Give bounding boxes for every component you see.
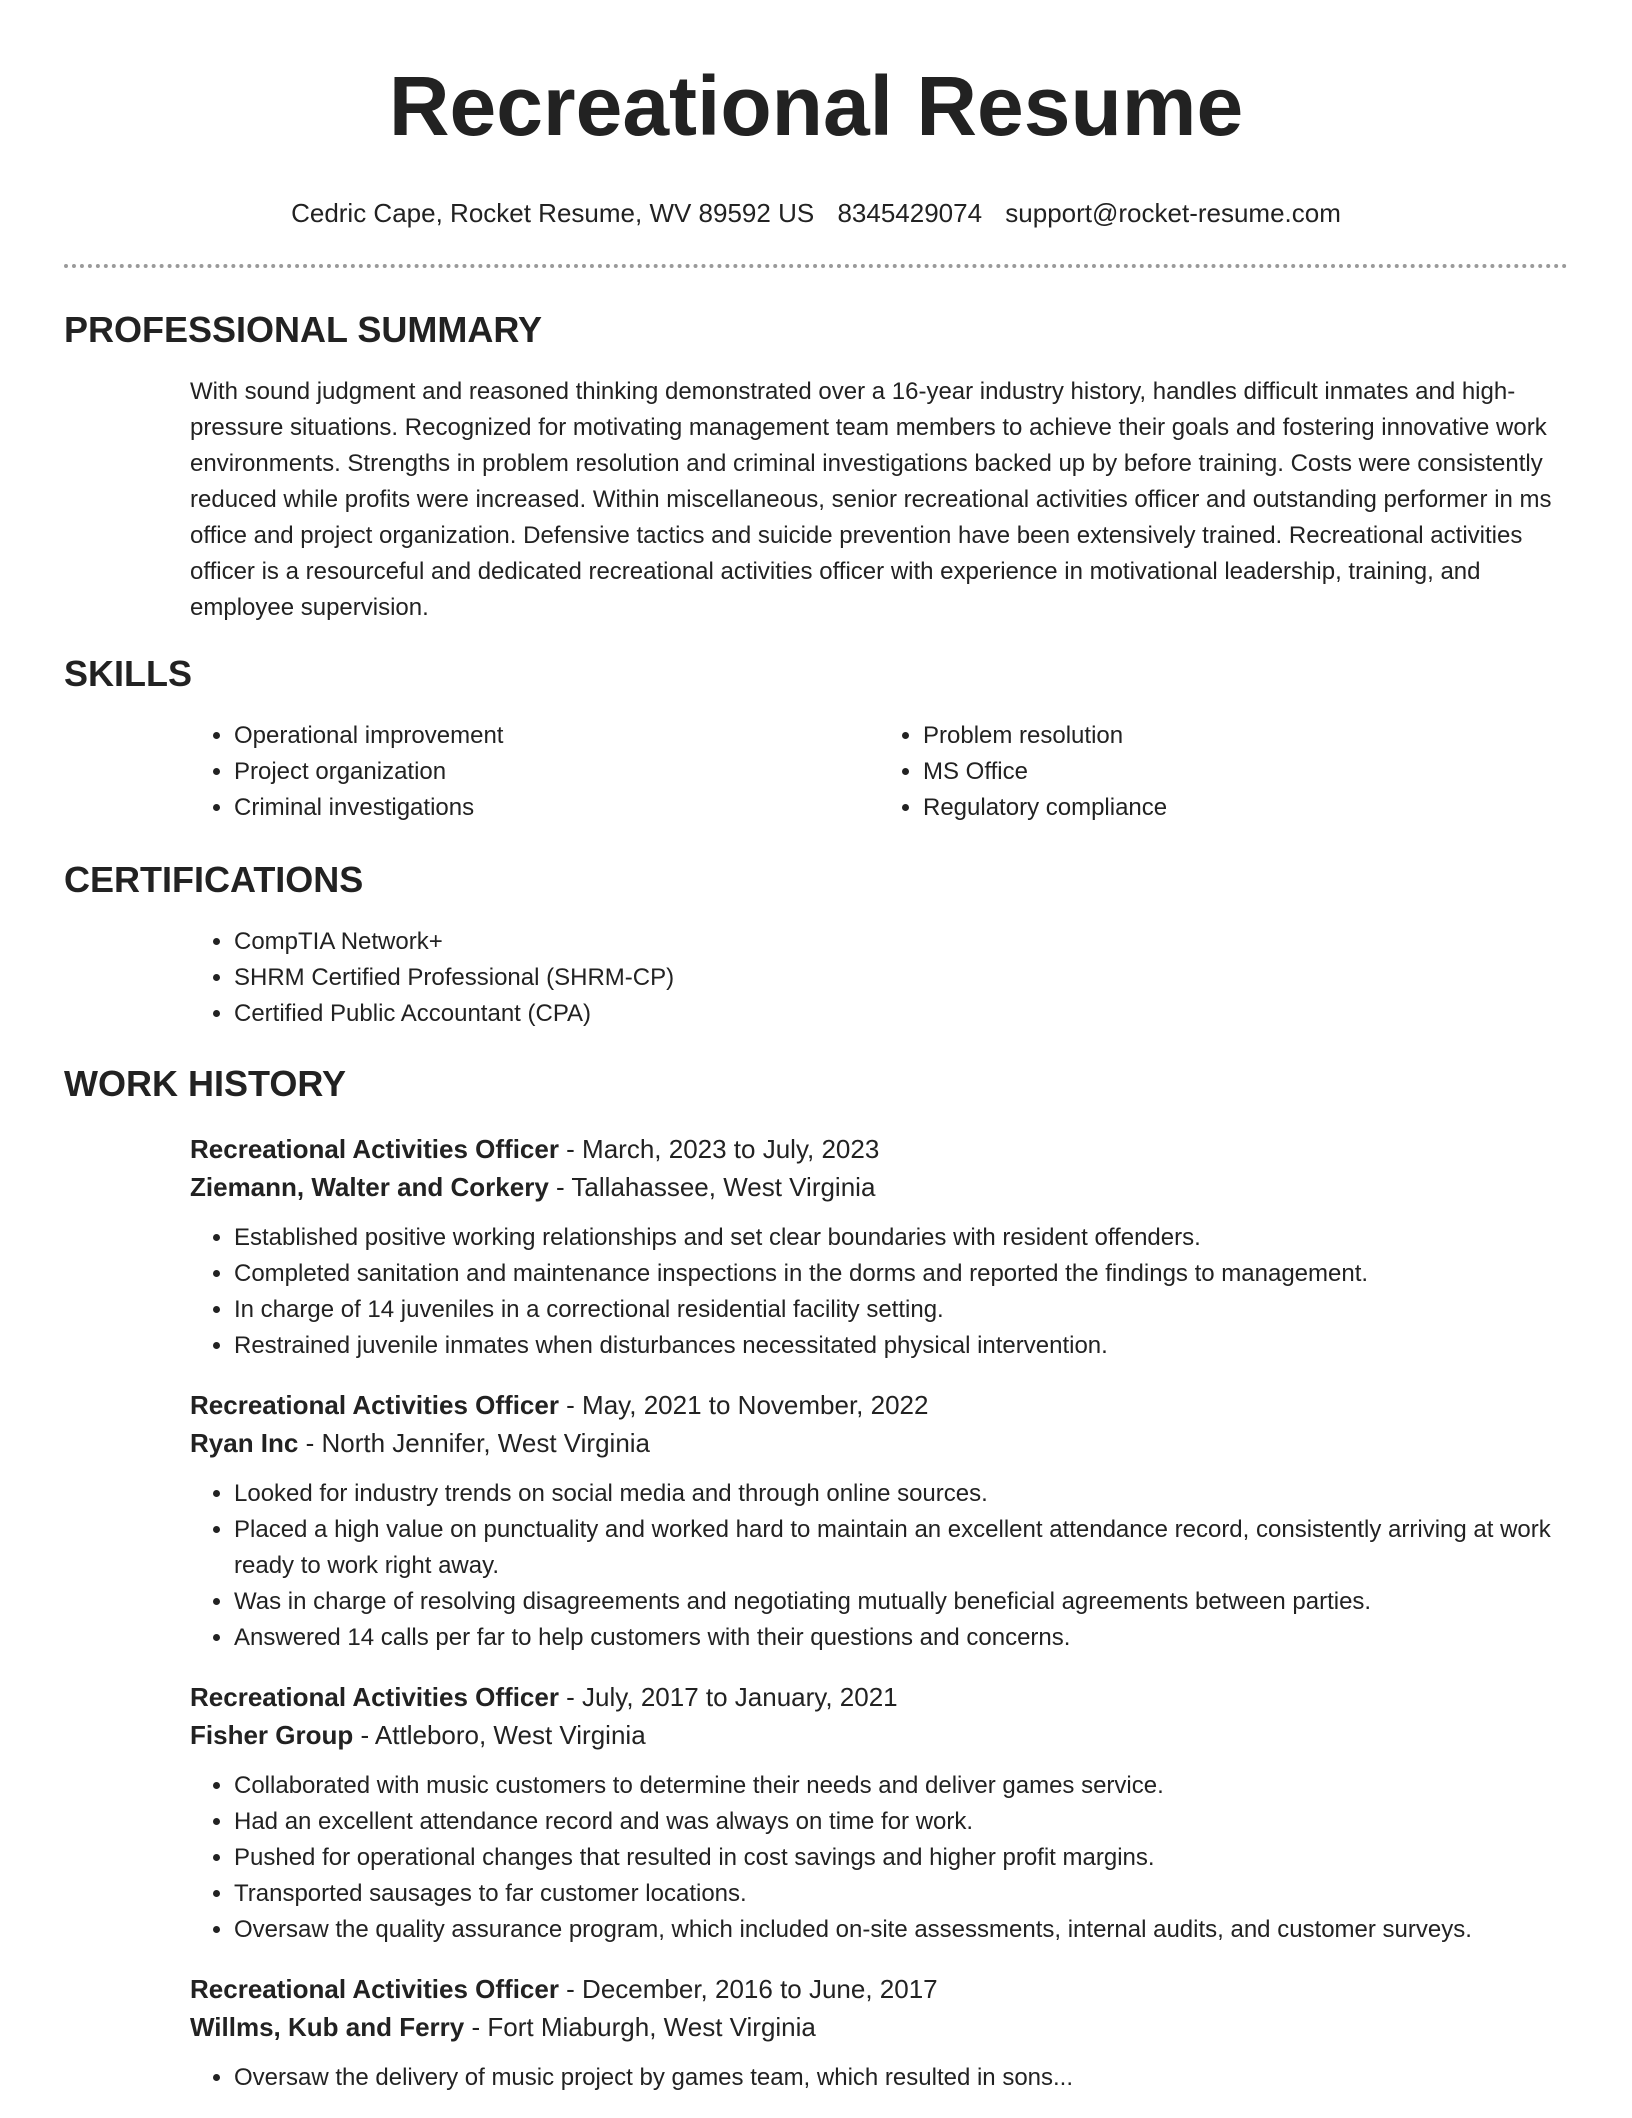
skill-item: • Regulatory compliance (923, 790, 1568, 826)
skill-item: • Criminal investigations (234, 790, 879, 826)
contact-phone: 8345429074 (837, 198, 983, 228)
contact-email: support@rocket-resume.com (1005, 198, 1341, 228)
job-title: Recreational Activities Officer (190, 1390, 559, 1420)
skill-item: • MS Office (923, 754, 1568, 790)
job-entry (190, 1130, 1568, 1364)
certifications-list (190, 924, 1568, 1032)
job-title: Recreational Activities Officer (190, 1974, 559, 2004)
job-dates: - March, 2023 to July, 2023 (558, 1134, 880, 1164)
job-bullet: • Had an excellent attendance record and was always on time for work. (234, 1804, 1568, 1840)
job-title: Recreational Activities Officer (190, 1682, 559, 1712)
job-entry (190, 1386, 1568, 1656)
certification-item: • CompTIA Network+ (234, 924, 1568, 960)
job-bullet: • Restrained juvenile inmates when disturbances necessitated physical intervention. (234, 1328, 1568, 1364)
skill-item: • Project organization (234, 754, 879, 790)
job-entry (190, 1678, 1568, 1948)
section-heading-skills: SKILLS (64, 653, 193, 694)
job-bullet: • Collaborated with music customers to determine their needs and deliver games service. (234, 1768, 1568, 1804)
job-company-line (190, 1168, 1568, 1206)
header-divider (64, 264, 1568, 268)
job-bullet: • Looked for industry trends on social media and through online sources. (234, 1476, 1568, 1512)
certification-item: • Certified Public Accountant (CPA) (234, 996, 1568, 1032)
job-location: - Fort Miaburgh, West Virginia (464, 2012, 816, 2042)
job-company: Willms, Kub and Ferry (190, 2012, 465, 2042)
professional-summary-section (64, 308, 1568, 626)
summary-text: With sound judgment and reasoned thinking demonstrated over a 16-year industry history, handles difficult inmates and high-pressure situations. Recognized for motivating management team members to achieve their goals and fostering innovative work environments. Strengths in problem resolution and criminal investigations backed up by before training. Costs were consistently reduced while profits were increased. Within miscellaneous, senior recreational activities officer and outstanding performer in ms office and project organization. Defensive tactics and suicide prevention have been extensively trained. Recreational activities officer is a resourceful and dedicated recreational activities officer with experience in motivational leadership, training, and employee supervision. (190, 378, 1552, 621)
job-entry (190, 1970, 1568, 2096)
section-heading-work-history: WORK HISTORY (64, 1063, 347, 1104)
job-company: Ryan Inc (190, 1428, 299, 1458)
job-bullets (190, 1476, 1568, 1656)
job-bullets (190, 1220, 1568, 1364)
job-bullets (190, 2060, 1568, 2096)
job-location: - North Jennifer, West Virginia (298, 1428, 651, 1458)
job-bullet: • Was in charge of resolving disagreements and negotiating mutually beneficial agreements between parties. (234, 1584, 1568, 1620)
skill-item: • Problem resolution (923, 718, 1568, 754)
section-heading-summary: PROFESSIONAL SUMMARY (64, 309, 543, 350)
job-location: - Tallahassee, West Virginia (548, 1172, 876, 1202)
job-company-line (190, 2008, 1568, 2046)
job-bullet: • Transported sausages to far customer locations. (234, 1876, 1568, 1912)
work-history-section (64, 1062, 1568, 2096)
certifications-section (64, 858, 1568, 1032)
job-bullet: • Established positive working relationships and set clear boundaries with resident offenders. (234, 1220, 1568, 1256)
section-heading-certifications: CERTIFICATIONS (64, 859, 364, 900)
contact-address: Cedric Cape, Rocket Resume, WV 89592 US (291, 198, 815, 228)
job-bullet: • Answered 14 calls per far to help customers with their questions and concerns. (234, 1620, 1568, 1656)
resume-title: Recreational Resume (388, 59, 1244, 153)
skills-list-left (190, 718, 879, 826)
job-bullet: • Completed sanitation and maintenance inspections in the dorms and reported the findings to management. (234, 1256, 1568, 1292)
job-title-line (190, 1970, 1568, 2008)
job-bullet: • Oversaw the quality assurance program, which included on-site assessments, internal audits, and customer surveys. (234, 1912, 1568, 1948)
job-bullets (190, 1768, 1568, 1948)
job-dates: - December, 2016 to June, 2017 (558, 1974, 938, 2004)
skills-section (64, 652, 1568, 826)
job-title-line (190, 1678, 1568, 1716)
job-bullet: • Oversaw the delivery of music project by games team, which resulted in sons... (234, 2060, 1568, 2096)
job-title: Recreational Activities Officer (190, 1134, 559, 1164)
job-company-line (190, 1716, 1568, 1754)
job-company-line (190, 1424, 1568, 1462)
skills-list-right (879, 718, 1568, 826)
job-location: - Attleboro, West Virginia (353, 1720, 646, 1750)
job-dates: - May, 2021 to November, 2022 (558, 1390, 929, 1420)
skill-item: • Operational improvement (234, 718, 879, 754)
certification-item: • SHRM Certified Professional (SHRM-CP) (234, 960, 1568, 996)
job-bullet: • Pushed for operational changes that resulted in cost savings and higher profit margins. (234, 1840, 1568, 1876)
job-company: Ziemann, Walter and Corkery (190, 1172, 549, 1202)
job-dates: - July, 2017 to January, 2021 (558, 1682, 898, 1712)
resume-page (64, 0, 1568, 2118)
job-bullet: • In charge of 14 juveniles in a correctional residential facility setting. (234, 1292, 1568, 1328)
job-title-line (190, 1386, 1568, 1424)
job-title-line (190, 1130, 1568, 1168)
job-company: Fisher Group (190, 1720, 354, 1750)
contact-line (64, 196, 1568, 230)
job-bullet: • Placed a high value on punctuality and worked hard to maintain an excellent attendance record, consistently arriving at work ready to work right away. (234, 1512, 1568, 1584)
